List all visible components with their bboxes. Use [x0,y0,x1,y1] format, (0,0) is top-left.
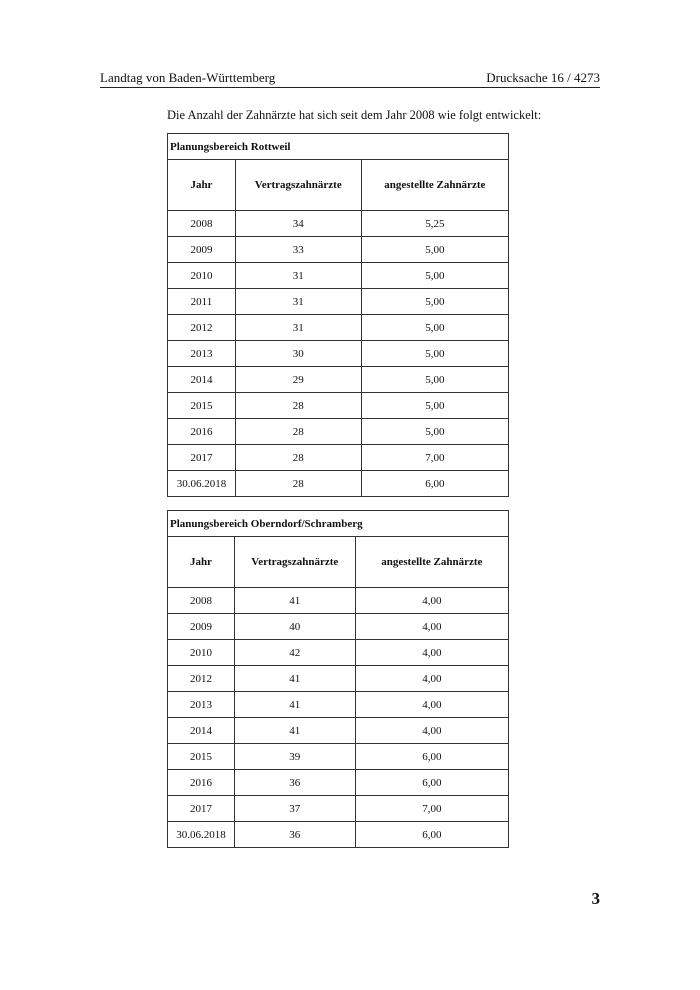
table-row [168,341,509,367]
table-row [168,822,509,848]
cell-jahr: 2013 [168,692,235,718]
column-header-angestellte-zahnaerzte: angestellte Zahnärzte [355,537,508,588]
table-row [168,419,509,445]
cell-angestellte-zahnaerzte: 4,00 [355,640,508,666]
table-title: Planungsbereich Oberndorf/Schramberg [168,511,509,537]
cell-vertragszahnaerzte: 41 [234,718,355,744]
cell-angestellte-zahnaerzte: 5,00 [361,315,508,341]
cell-vertragszahnaerzte: 34 [235,211,361,237]
cell-vertragszahnaerzte: 41 [234,666,355,692]
table-row [168,614,509,640]
cell-angestellte-zahnaerzte: 4,00 [355,666,508,692]
cell-vertragszahnaerzte: 28 [235,445,361,471]
table-row [168,666,509,692]
table-oberndorf-schramberg [167,510,509,848]
cell-vertragszahnaerzte: 28 [235,419,361,445]
cell-vertragszahnaerzte: 31 [235,315,361,341]
cell-vertragszahnaerzte: 30 [235,341,361,367]
cell-vertragszahnaerzte: 37 [234,796,355,822]
table-row [168,211,509,237]
column-header-jahr: Jahr [168,160,236,211]
cell-angestellte-zahnaerzte: 5,00 [361,289,508,315]
cell-jahr: 2016 [168,419,236,445]
cell-angestellte-zahnaerzte: 6,00 [355,822,508,848]
cell-jahr: 30.06.2018 [168,822,235,848]
column-header-angestellte-zahnaerzte: angestellte Zahnärzte [361,160,508,211]
cell-jahr: 2012 [168,315,236,341]
cell-angestellte-zahnaerzte: 5,00 [361,393,508,419]
cell-angestellte-zahnaerzte: 7,00 [355,796,508,822]
cell-vertragszahnaerzte: 41 [234,692,355,718]
table-row [168,367,509,393]
cell-vertragszahnaerzte: 42 [234,640,355,666]
table-title: Planungsbereich Rottweil [168,134,509,160]
cell-jahr: 2014 [168,718,235,744]
table-row [168,796,509,822]
document-number: Drucksache 16 / 4273 [486,70,600,85]
cell-angestellte-zahnaerzte: 5,25 [361,211,508,237]
cell-jahr: 2015 [168,744,235,770]
cell-angestellte-zahnaerzte: 6,00 [361,471,508,497]
cell-jahr: 2008 [168,211,236,237]
table-row [168,744,509,770]
table-row [168,237,509,263]
column-header-vertragszahnaerzte: Vertragszahnärzte [235,160,361,211]
cell-angestellte-zahnaerzte: 6,00 [355,770,508,796]
cell-angestellte-zahnaerzte: 7,00 [361,445,508,471]
cell-vertragszahnaerzte: 28 [235,393,361,419]
table-row [168,718,509,744]
cell-angestellte-zahnaerzte: 5,00 [361,263,508,289]
cell-vertragszahnaerzte: 36 [234,770,355,796]
cell-vertragszahnaerzte: 28 [235,471,361,497]
table-row [168,471,509,497]
cell-jahr: 2009 [168,237,236,263]
cell-vertragszahnaerzte: 36 [234,822,355,848]
cell-vertragszahnaerzte: 33 [235,237,361,263]
table-row [168,692,509,718]
cell-jahr: 2011 [168,289,236,315]
page-number: 3 [591,889,600,908]
cell-angestellte-zahnaerzte: 4,00 [355,692,508,718]
cell-angestellte-zahnaerzte: 4,00 [355,588,508,614]
cell-angestellte-zahnaerzte: 5,00 [361,367,508,393]
header-divider [100,87,600,88]
cell-jahr: 2017 [168,796,235,822]
cell-vertragszahnaerzte: 39 [234,744,355,770]
cell-jahr: 2013 [168,341,236,367]
cell-vertragszahnaerzte: 41 [234,588,355,614]
table-row [168,770,509,796]
cell-jahr: 2012 [168,666,235,692]
cell-jahr: 2017 [168,445,236,471]
cell-angestellte-zahnaerzte: 5,00 [361,341,508,367]
table-row [168,588,509,614]
cell-angestellte-zahnaerzte: 6,00 [355,744,508,770]
cell-angestellte-zahnaerzte: 5,00 [361,419,508,445]
table-row [168,263,509,289]
cell-jahr: 2016 [168,770,235,796]
cell-jahr: 2015 [168,393,236,419]
table-row [168,393,509,419]
cell-jahr: 2010 [168,263,236,289]
cell-jahr: 2010 [168,640,235,666]
table-row [168,289,509,315]
cell-angestellte-zahnaerzte: 5,00 [361,237,508,263]
document-header-title: Landtag von Baden-Württemberg [100,70,276,85]
cell-jahr: 2008 [168,588,235,614]
cell-angestellte-zahnaerzte: 4,00 [355,718,508,744]
column-header-vertragszahnaerzte: Vertragszahnärzte [234,537,355,588]
cell-jahr: 30.06.2018 [168,471,236,497]
table-rottweil [167,133,509,497]
table-row [168,445,509,471]
table-row [168,640,509,666]
cell-jahr: 2009 [168,614,235,640]
column-header-jahr: Jahr [168,537,235,588]
cell-jahr: 2014 [168,367,236,393]
cell-vertragszahnaerzte: 31 [235,289,361,315]
cell-angestellte-zahnaerzte: 4,00 [355,614,508,640]
cell-vertragszahnaerzte: 31 [235,263,361,289]
cell-vertragszahnaerzte: 40 [234,614,355,640]
intro-text: Die Anzahl der Zahnärzte hat sich seit dem Jahr 2008 wie folgt entwickelt: [167,108,542,122]
cell-vertragszahnaerzte: 29 [235,367,361,393]
table-row [168,315,509,341]
